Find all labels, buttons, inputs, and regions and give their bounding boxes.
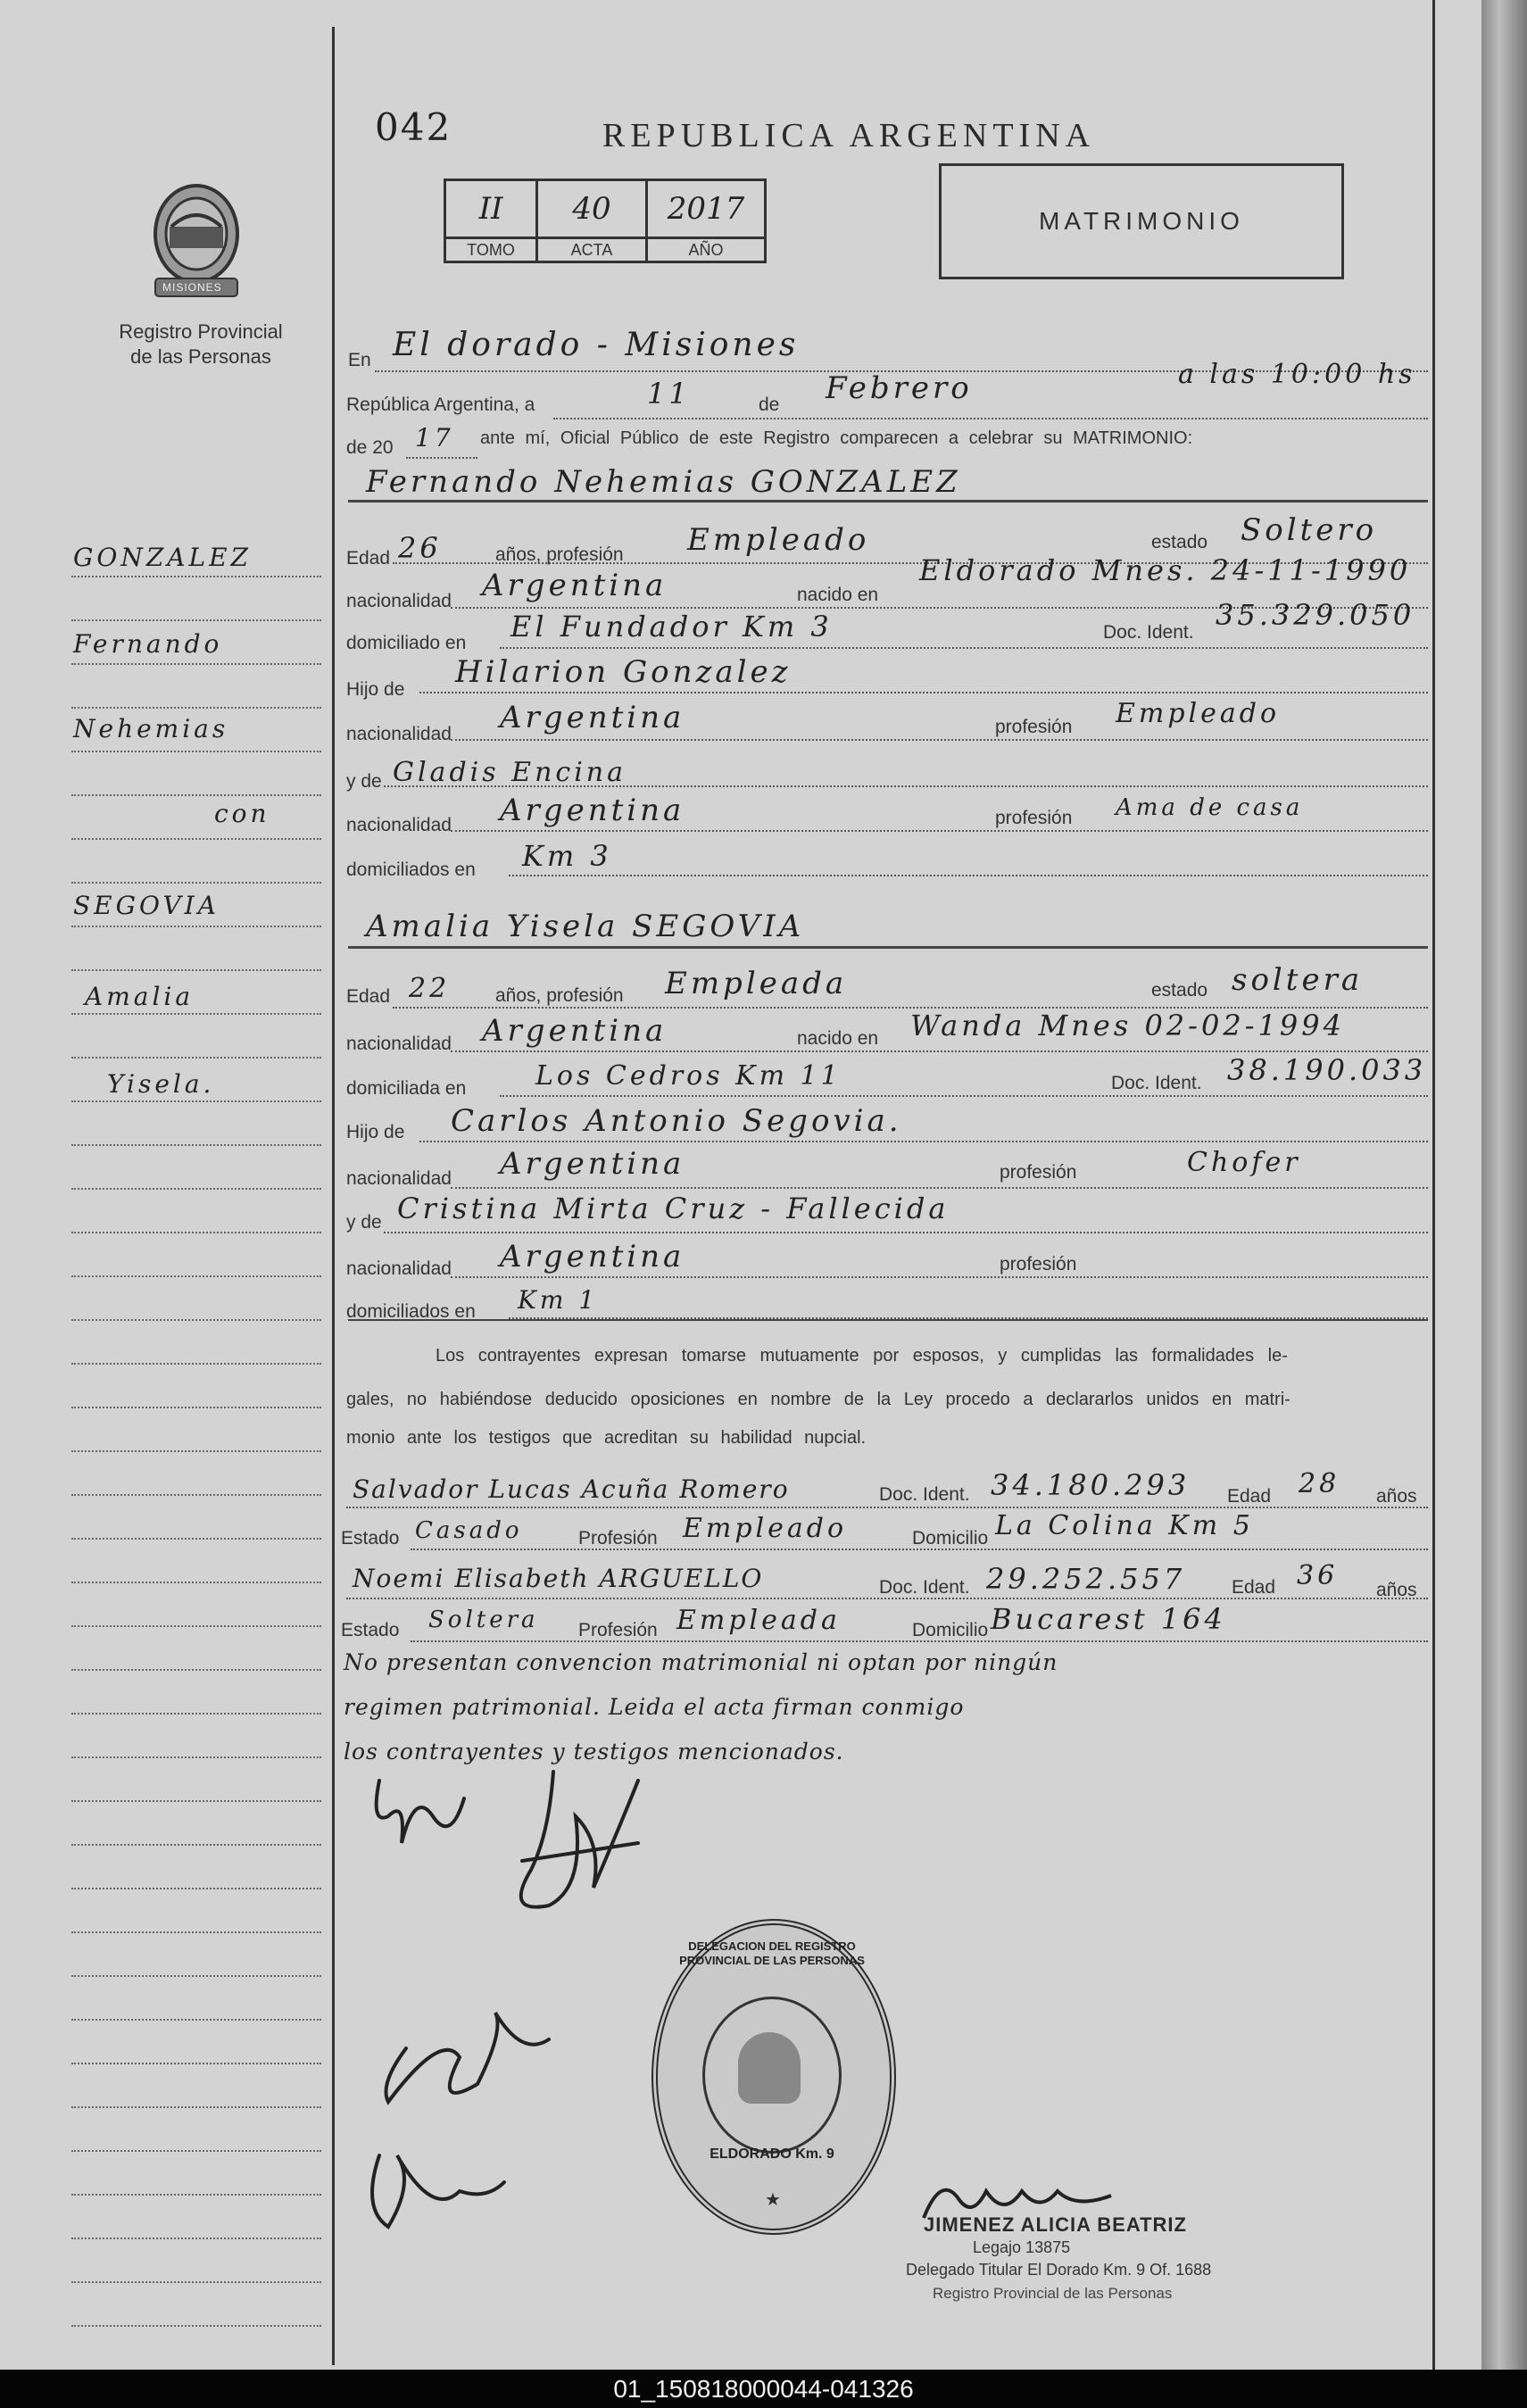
- witness2-profession: Empleada: [676, 1605, 841, 1636]
- tomo-value: II: [445, 180, 537, 238]
- groom-domicilio-label: domiciliado en: [346, 633, 467, 653]
- margin-ruled-line: [71, 1057, 321, 1059]
- declaration-line2: gales, no habiéndose deducido oposiciones en nombre de la Ley procedo a declararlos unidos en matri-: [346, 1390, 1290, 1409]
- margin-ruled-line: [71, 1538, 321, 1540]
- witness2-estado: Soltera: [428, 1607, 539, 1633]
- bride-father-nat-label: nacionalidad: [346, 1168, 452, 1189]
- witness1-doc: 34.180.293: [991, 1468, 1191, 1502]
- year-label: de 20: [346, 437, 394, 458]
- seal-star-icon: ★: [765, 2190, 781, 2210]
- witness1-anos-label: años: [1376, 1486, 1417, 1507]
- margin-ruled-line: [71, 1188, 321, 1190]
- groom-nacido-label: nacido en: [797, 585, 879, 605]
- witness1-name: Salvador Lucas Acuña Romero: [353, 1474, 790, 1504]
- margin-note-second-name: Nehemias: [73, 714, 229, 743]
- margin-ruled-line: [71, 969, 321, 971]
- witness2-domicilio-label: Domicilio: [912, 1620, 989, 1640]
- margin-ruled-line: [71, 576, 321, 577]
- witness2-doc-label: Doc. Ident.: [879, 1577, 970, 1598]
- official-title: Delegado Titular El Dorado Km. 9 Of. 1688: [906, 2261, 1212, 2279]
- witness1-edad-label: Edad: [1227, 1486, 1272, 1507]
- file-id-footer: [0, 2370, 1527, 2408]
- witness2-estado-label: Estado: [341, 1620, 400, 1640]
- groom-mother-nationality: Argentina: [500, 793, 685, 828]
- groom-signature: [377, 1781, 464, 1843]
- notes-line2: regimen patrimonial. Leida el acta firman conmigo: [344, 1694, 965, 1720]
- year-value: 17: [415, 423, 454, 453]
- groom-estado: Soltero: [1241, 512, 1378, 548]
- bride-mother: Cristina Mirta Cruz - Fallecida: [397, 1192, 950, 1225]
- margin-note-bride-name: Amalia: [85, 982, 195, 1011]
- official-legajo: Legajo 13875: [973, 2238, 1071, 2256]
- margin-ruled-line: [71, 1450, 321, 1452]
- bride-edad-label: Edad: [346, 986, 391, 1007]
- bride-parents-address: Km 1: [518, 1285, 599, 1315]
- right-border: [1432, 0, 1435, 2370]
- groom-mother: Gladis Encina: [393, 757, 627, 788]
- witness1-signature: [386, 2013, 550, 2102]
- margin-ruled-line: [71, 1232, 321, 1233]
- acta-value: 40: [537, 180, 647, 238]
- margin-ruled-line: [71, 707, 321, 709]
- bride-domicilio-label: domiciliada en: [346, 1078, 467, 1099]
- bride-parents-dom-label: domiciliados en: [346, 1301, 476, 1322]
- margin-ruled-line: [71, 1888, 321, 1889]
- groom-hijo-label: Hijo de: [346, 679, 405, 700]
- margin-ruled-line: [71, 619, 321, 621]
- time-value: a las 10:00 hs: [1178, 359, 1416, 390]
- logo-text: MISIONES: [162, 281, 222, 294]
- bride-nacido-label: nacido en: [797, 1028, 879, 1049]
- document-type: MATRIMONIO: [1039, 207, 1244, 235]
- margin-ruled-line: [71, 1319, 321, 1321]
- witness2-doc: 29.252.557: [986, 1562, 1186, 1596]
- groom-name: Fernando Nehemias GONZALEZ: [366, 464, 961, 500]
- witness2-signature: [372, 2155, 504, 2227]
- witness1-estado-label: Estado: [341, 1528, 400, 1549]
- groom-mother-nat-label: nacionalidad: [346, 815, 452, 835]
- margin-ruled-line: [71, 1275, 321, 1277]
- notes-line3: los contrayentes y testigos mencionados.: [344, 1739, 844, 1764]
- anio-value: 2017: [647, 180, 766, 238]
- registry-name: [85, 320, 317, 370]
- left-margin-border: [332, 27, 335, 2365]
- tomo-acta-anio-table: [444, 179, 767, 263]
- bride-nacionalidad-label: nacionalidad: [346, 1034, 452, 1054]
- official-name: JIMENEZ ALICIA BEATRIZ: [924, 2213, 1187, 2236]
- margin-ruled-line: [71, 2106, 321, 2108]
- groom-nacionalidad-label: nacionalidad: [346, 591, 452, 611]
- groom-doc-label: Doc. Ident.: [1103, 622, 1194, 643]
- file-id: 01_150818000044-041326: [613, 2375, 914, 2403]
- margin-note-surname: GONZALEZ: [73, 543, 252, 572]
- margin-ruled-line: [71, 2063, 321, 2064]
- margin-note-bride-surname: SEGOVIA: [73, 891, 220, 920]
- en-label: En: [348, 350, 371, 370]
- declaration-line3: monio ante los testigos que acreditan su habilidad nupcial.: [346, 1428, 867, 1448]
- bride-nationality: Argentina: [482, 1013, 668, 1049]
- margin-ruled-line: [71, 1669, 321, 1671]
- groom-mother-profession: Ama de casa: [1116, 794, 1304, 821]
- groom-profession: Empleado: [687, 522, 870, 558]
- bride-birth: Wanda Mnes 02-02-1994: [910, 1009, 1345, 1042]
- margin-ruled-line: [71, 1363, 321, 1365]
- bride-father-prof-label: profesión: [1000, 1162, 1077, 1183]
- bride-hijo-label: Hijo de: [346, 1122, 405, 1142]
- month-value: Febrero: [826, 370, 973, 406]
- bride-anos-profesion-label: años, profesión: [495, 985, 624, 1006]
- margin-ruled-line: [71, 838, 321, 840]
- country-title: REPUBLICA ARGENTINA: [602, 117, 1096, 154]
- de-label: de: [759, 394, 780, 415]
- margin-ruled-line: [71, 663, 321, 665]
- notes-line1: No presentan convencion matrimonial ni optan por ningún: [344, 1649, 1058, 1675]
- witness1-profesion-label: Profesión: [578, 1528, 658, 1549]
- witness2-anos-label: años: [1376, 1580, 1417, 1600]
- margin-ruled-line: [71, 1144, 321, 1146]
- margin-ruled-line: [71, 1756, 321, 1758]
- groom-age: 26: [398, 531, 442, 565]
- folio-number: 042: [375, 105, 452, 149]
- margin-ruled-line: [71, 751, 321, 752]
- margin-ruled-line: [71, 926, 321, 927]
- witness1-age: 28: [1299, 1468, 1340, 1499]
- seal-coat-of-arms-icon: [738, 2032, 801, 2104]
- witness1-address: La Colina Km 5: [995, 1510, 1254, 1541]
- day-value: 11: [647, 377, 691, 411]
- bride-mother-nationality: Argentina: [500, 1239, 685, 1275]
- witness2-profesion-label: Profesión: [578, 1620, 658, 1640]
- tomo-label: TOMO: [445, 238, 537, 262]
- bride-signature: [521, 1772, 638, 1907]
- groom-yde-label: y de: [346, 771, 382, 792]
- margin-ruled-line: [71, 1713, 321, 1715]
- groom-father-nat-label: nacionalidad: [346, 724, 452, 744]
- registry-line1: Registro Provincial: [119, 320, 283, 343]
- groom-parents-address: Km 3: [522, 839, 612, 873]
- witness1-profession: Empleado: [683, 1513, 848, 1544]
- groom-birth: Eldorado Mnes. 24-11-1990: [919, 553, 1412, 587]
- margin-ruled-line: [71, 794, 321, 796]
- bride-father-nationality: Argentina: [500, 1146, 685, 1182]
- witness1-domicilio-label: Domicilio: [912, 1528, 989, 1549]
- groom-father-profession: Empleado: [1116, 698, 1281, 729]
- margin-ruled-line: [71, 1013, 321, 1015]
- margin-ruled-line: [71, 1931, 321, 1933]
- anio-label: AÑO: [647, 238, 766, 262]
- margin-note-con: con: [214, 799, 270, 828]
- groom-estado-label: estado: [1151, 532, 1208, 552]
- margin-ruled-line: [71, 2325, 321, 2327]
- groom-father-prof-label: profesión: [995, 717, 1073, 737]
- margin-ruled-line: [71, 1494, 321, 1496]
- margin-ruled-line: [71, 2281, 321, 2283]
- groom-mother-prof-label: profesión: [995, 808, 1073, 828]
- bride-yde-label: y de: [346, 1212, 382, 1233]
- bride-doc-label: Doc. Ident.: [1111, 1073, 1202, 1093]
- margin-ruled-line: [71, 2238, 321, 2239]
- document-type-box: [939, 163, 1344, 279]
- bride-profession: Empleada: [665, 966, 848, 1001]
- margin-ruled-line: [71, 882, 321, 884]
- seal-inner-text: ELDORADO Km. 9: [710, 2146, 834, 2162]
- margin-ruled-line: [71, 1100, 321, 1102]
- bride-estado-label: estado: [1151, 980, 1208, 1001]
- witness2-age: 36: [1297, 1560, 1339, 1591]
- bride-address: Los Cedros Km 11: [535, 1060, 842, 1092]
- margin-ruled-line: [71, 1844, 321, 1846]
- margin-ruled-line: [71, 2019, 321, 2021]
- acta-label: ACTA: [537, 238, 647, 262]
- bride-age: 22: [409, 973, 451, 1004]
- groom-nationality: Argentina: [482, 568, 668, 603]
- groom-parents-dom-label: domiciliados en: [346, 859, 476, 880]
- book-binding-edge: [1481, 0, 1527, 2370]
- witness2-edad-label: Edad: [1232, 1577, 1276, 1598]
- groom-doc: 35.329.050: [1216, 598, 1415, 632]
- opening-text: ante mí, Oficial Público de este Registro comparecen a celebrar su MATRIMONIO:: [480, 428, 1193, 448]
- margin-note-name: Fernando: [73, 629, 223, 659]
- bride-doc: 38.190.033: [1227, 1053, 1427, 1087]
- margin-ruled-line: [71, 2194, 321, 2196]
- margin-note-bride-second-name: Yisela.: [107, 1069, 215, 1099]
- groom-father: Hilarion Gonzalez: [455, 654, 792, 690]
- bride-mother-prof-label: profesión: [1000, 1254, 1077, 1275]
- groom-address: El Fundador Km 3: [510, 610, 833, 644]
- groom-anos-profesion-label: años, profesión: [495, 544, 624, 565]
- republica-label: República Argentina, a: [346, 394, 535, 415]
- witness1-doc-label: Doc. Ident.: [879, 1484, 970, 1505]
- groom-father-nationality: Argentina: [500, 700, 685, 735]
- declaration-line1: Los contrayentes expresan tomarse mutuamente por esposos, y cumplidas las formalidades le-: [436, 1346, 1288, 1366]
- place-value: El dorado - Misiones: [393, 327, 800, 363]
- margin-ruled-line: [71, 1582, 321, 1583]
- official-seal-stamp: [651, 1919, 896, 2235]
- bride-name: Amalia Yisela SEGOVIA: [366, 909, 805, 944]
- bride-father: Carlos Antonio Segovia.: [451, 1103, 902, 1139]
- groom-edad-label: Edad: [346, 548, 391, 569]
- bride-estado: soltera: [1232, 962, 1364, 998]
- witness1-estado: Casado: [415, 1517, 523, 1544]
- bride-father-profession: Chofer: [1187, 1147, 1301, 1178]
- margin-ruled-line: [71, 2150, 321, 2152]
- margin-ruled-line: [71, 1625, 321, 1627]
- margin-ruled-line: [71, 1407, 321, 1408]
- witness2-name: Noemi Elisabeth ARGUELLO: [353, 1564, 764, 1593]
- bride-mother-nat-label: nacionalidad: [346, 1258, 452, 1279]
- margin-ruled-line: [71, 1800, 321, 1802]
- registry-line2: de las Personas: [130, 345, 271, 368]
- seal-ring-text: DELEGACION DEL REGISTRO PROVINCIAL DE LAS PERSONAS: [679, 1939, 865, 1967]
- margin-ruled-line: [71, 1975, 321, 1977]
- witness2-address: Bucarest 164: [991, 1602, 1226, 1636]
- official-registry: Registro Provincial de las Personas: [933, 2285, 1173, 2302]
